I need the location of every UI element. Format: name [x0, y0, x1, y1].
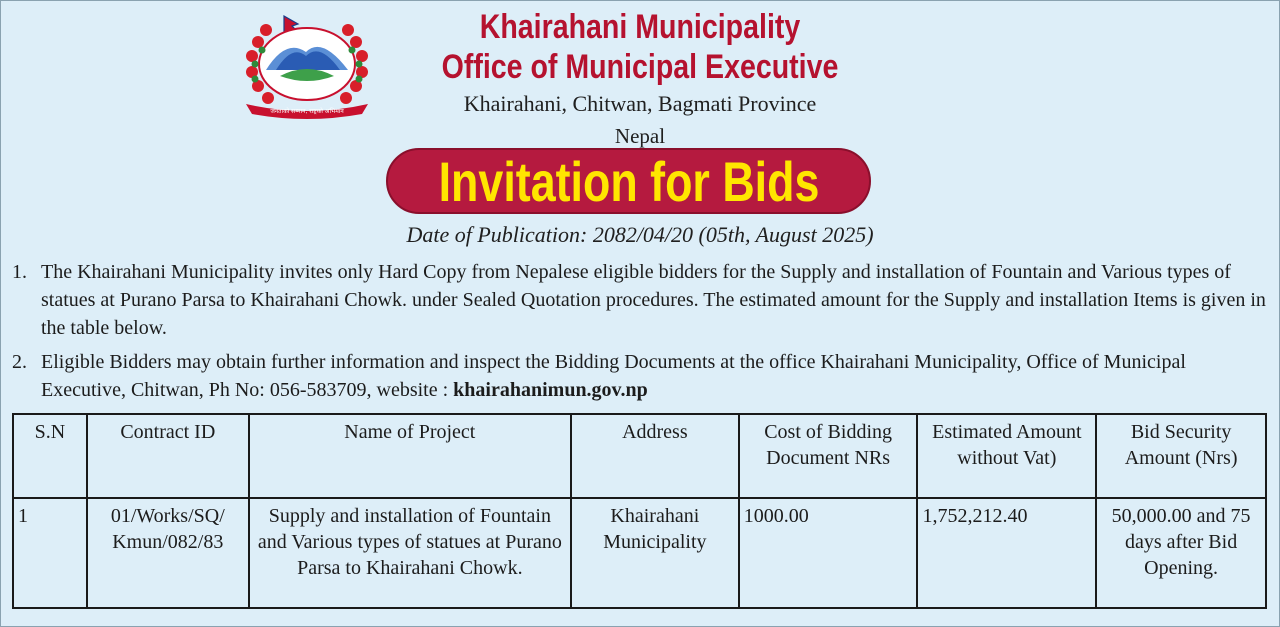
col-header-document-cost: Cost of Bidding Document NRs	[739, 414, 918, 498]
svg-text:जनताको सम्मान, राष्ट्रको अभिमा: जनताको सम्मान, राष्ट्रको अभिमान	[270, 108, 344, 115]
bids-table	[12, 413, 1267, 609]
cell-bid-security: 50,000.00 and 75 days after Bid Opening.	[1096, 498, 1266, 608]
office-title: Office of Municipal Executive	[441, 48, 839, 86]
paragraph-number: 2.	[12, 351, 27, 373]
cell-project-name: Supply and installation of Fountain and Various types of statues at Purano Parsa to Khairahani Chowk.	[249, 498, 571, 608]
publication-date: Date of Publication: 2082/04/20 (05th, August 2025)	[406, 222, 874, 247]
col-header-address: Address	[571, 414, 739, 498]
table-header-row	[13, 414, 1266, 498]
address-line: Khairahani, Chitwan, Bagmati Province	[463, 91, 817, 116]
paragraph-1	[12, 258, 1270, 342]
paragraph-number: 1.	[12, 261, 27, 283]
municipality-title: Khairahani Municipality	[479, 8, 801, 46]
paragraph-text	[41, 348, 1270, 404]
cell-contract-id: 01/Works/SQ/ Kmun/082/83	[87, 498, 249, 608]
col-header-project-name: Name of Project	[249, 414, 571, 498]
col-header-bid-security: Bid Security Amount (Nrs)	[1096, 414, 1266, 498]
banner-label: Invitation for Bids	[438, 149, 819, 213]
paragraph-2	[12, 348, 1270, 404]
website-link[interactable]: khairahanimun.gov.np	[453, 379, 648, 401]
paragraph-body: Eligible Bidders may obtain further information and inspect the Bidding Documents at the office Khairahani Municipality, Office of Municipal Executive, Chitwan, Ph No: 056-583709, website :	[41, 351, 1186, 401]
country-line: Nepal	[614, 124, 666, 148]
col-header-contract-id: Contract ID	[87, 414, 249, 498]
cell-address: Khairahani Municipality	[571, 498, 739, 608]
col-header-estimated-amount: Estimated Amount without Vat)	[917, 414, 1096, 498]
invitation-banner	[386, 148, 871, 214]
col-header-sn: S.N	[13, 414, 87, 498]
paragraph-text: The Khairahani Municipality invites only Hard Copy from Nepalese eligible bidders for the Supply and installation of Fountain and Various types of statues at Purano Parsa to Khairahani Chowk. under Sealed Quotation procedures. The estimated amount for the Supply and installation Items is given in the table below.	[41, 261, 1266, 339]
cell-sn: 1	[13, 498, 87, 608]
cell-document-cost: 1000.00	[739, 498, 918, 608]
cell-estimated-amount: 1,752,212.40	[917, 498, 1096, 608]
table-row	[13, 498, 1266, 608]
